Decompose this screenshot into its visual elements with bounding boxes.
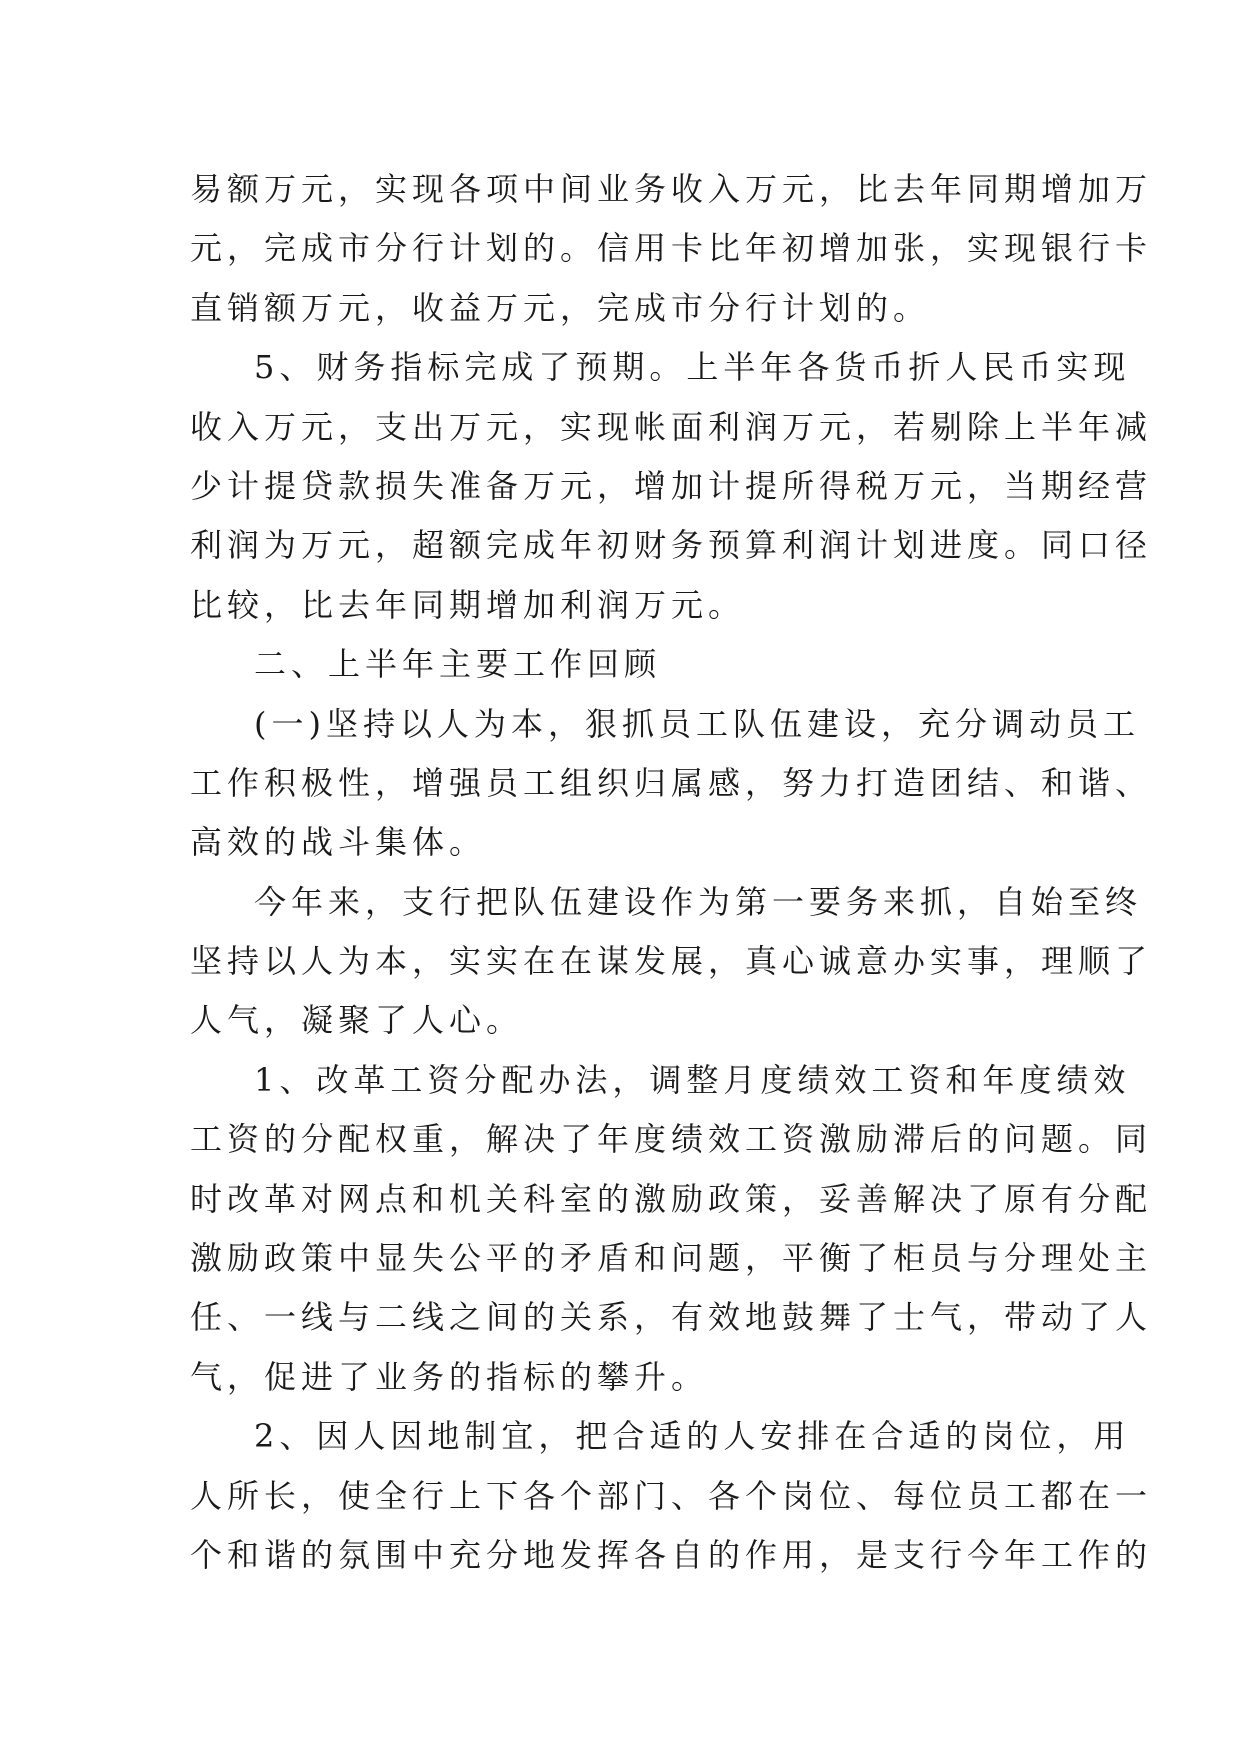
subsection-heading: (一)坚持以人为本，狠抓员工队伍建设，充分调动员工 [254, 704, 1140, 743]
document-body [190, 160, 1153, 1585]
text-line: 少计提贷款损失准备万元，增加计提所得税万元，当期经营 [190, 466, 1153, 505]
text-line: 坚持以人为本，实实在在谋发展，真心诚意办实事，理顺了 [190, 942, 1153, 981]
text-line: 收入万元，支出万元，实现帐面利润万元，若剔除上半年减 [190, 407, 1153, 446]
text-line: 人所长，使全行上下各个部门、各个岗位、每位员工都在一 [190, 1476, 1153, 1515]
text-line: 时改革对网点和机关科室的激励政策，妥善解决了原有分配 [190, 1179, 1153, 1218]
text-line: 利润为万元，超额完成年初财务预算利润计划进度。同口径 [190, 526, 1153, 565]
text-line: 任、一线与二线之间的关系，有效地鼓舞了士气，带动了人 [190, 1298, 1153, 1337]
text-line: 直销额万元，收益万元，完成市分行计划的。 [190, 288, 931, 327]
text-line: 元，完成市分行计划的。信用卡比年初增加张，实现银行卡 [190, 229, 1153, 268]
paragraph-start-line: 今年来，支行把队伍建设作为第一要务来抓，自始至终 [254, 882, 1143, 921]
paragraph-start-line: 1、改革工资分配办法，调整月度绩效工资和年度绩效 [254, 1060, 1131, 1099]
text-line: 高效的战斗集体。 [190, 823, 487, 862]
section-heading: 二、上半年主要工作回顾 [254, 645, 662, 684]
text-line: 激励政策中显失公平的矛盾和问题，平衡了柜员与分理处主 [190, 1239, 1153, 1278]
paragraph-start-line: 2、因人因地制宜，把合适的人安排在合适的岗位，用 [254, 1417, 1131, 1456]
text-line: 易额万元，实现各项中间业务收入万元，比去年同期增加万 [190, 170, 1153, 208]
text-line: 气，促进了业务的指标的攀升。 [190, 1357, 709, 1396]
text-line: 工作积极性，增强员工组织归属感，努力打造团结、和谐、 [190, 763, 1153, 802]
text-line: 比较，比去年同期增加利润万元。 [190, 585, 746, 624]
paragraph-start-line: 5、财务指标完成了预期。上半年各货币折人民币实现 [254, 348, 1131, 387]
text-line: 人气，凝聚了人心。 [190, 1001, 524, 1040]
text-line: 工资的分配权重，解决了年度绩效工资激励滞后的问题。同 [190, 1120, 1153, 1159]
text-line: 个和谐的氛围中充分地发挥各自的作用，是支行今年工作的 [190, 1535, 1153, 1574]
